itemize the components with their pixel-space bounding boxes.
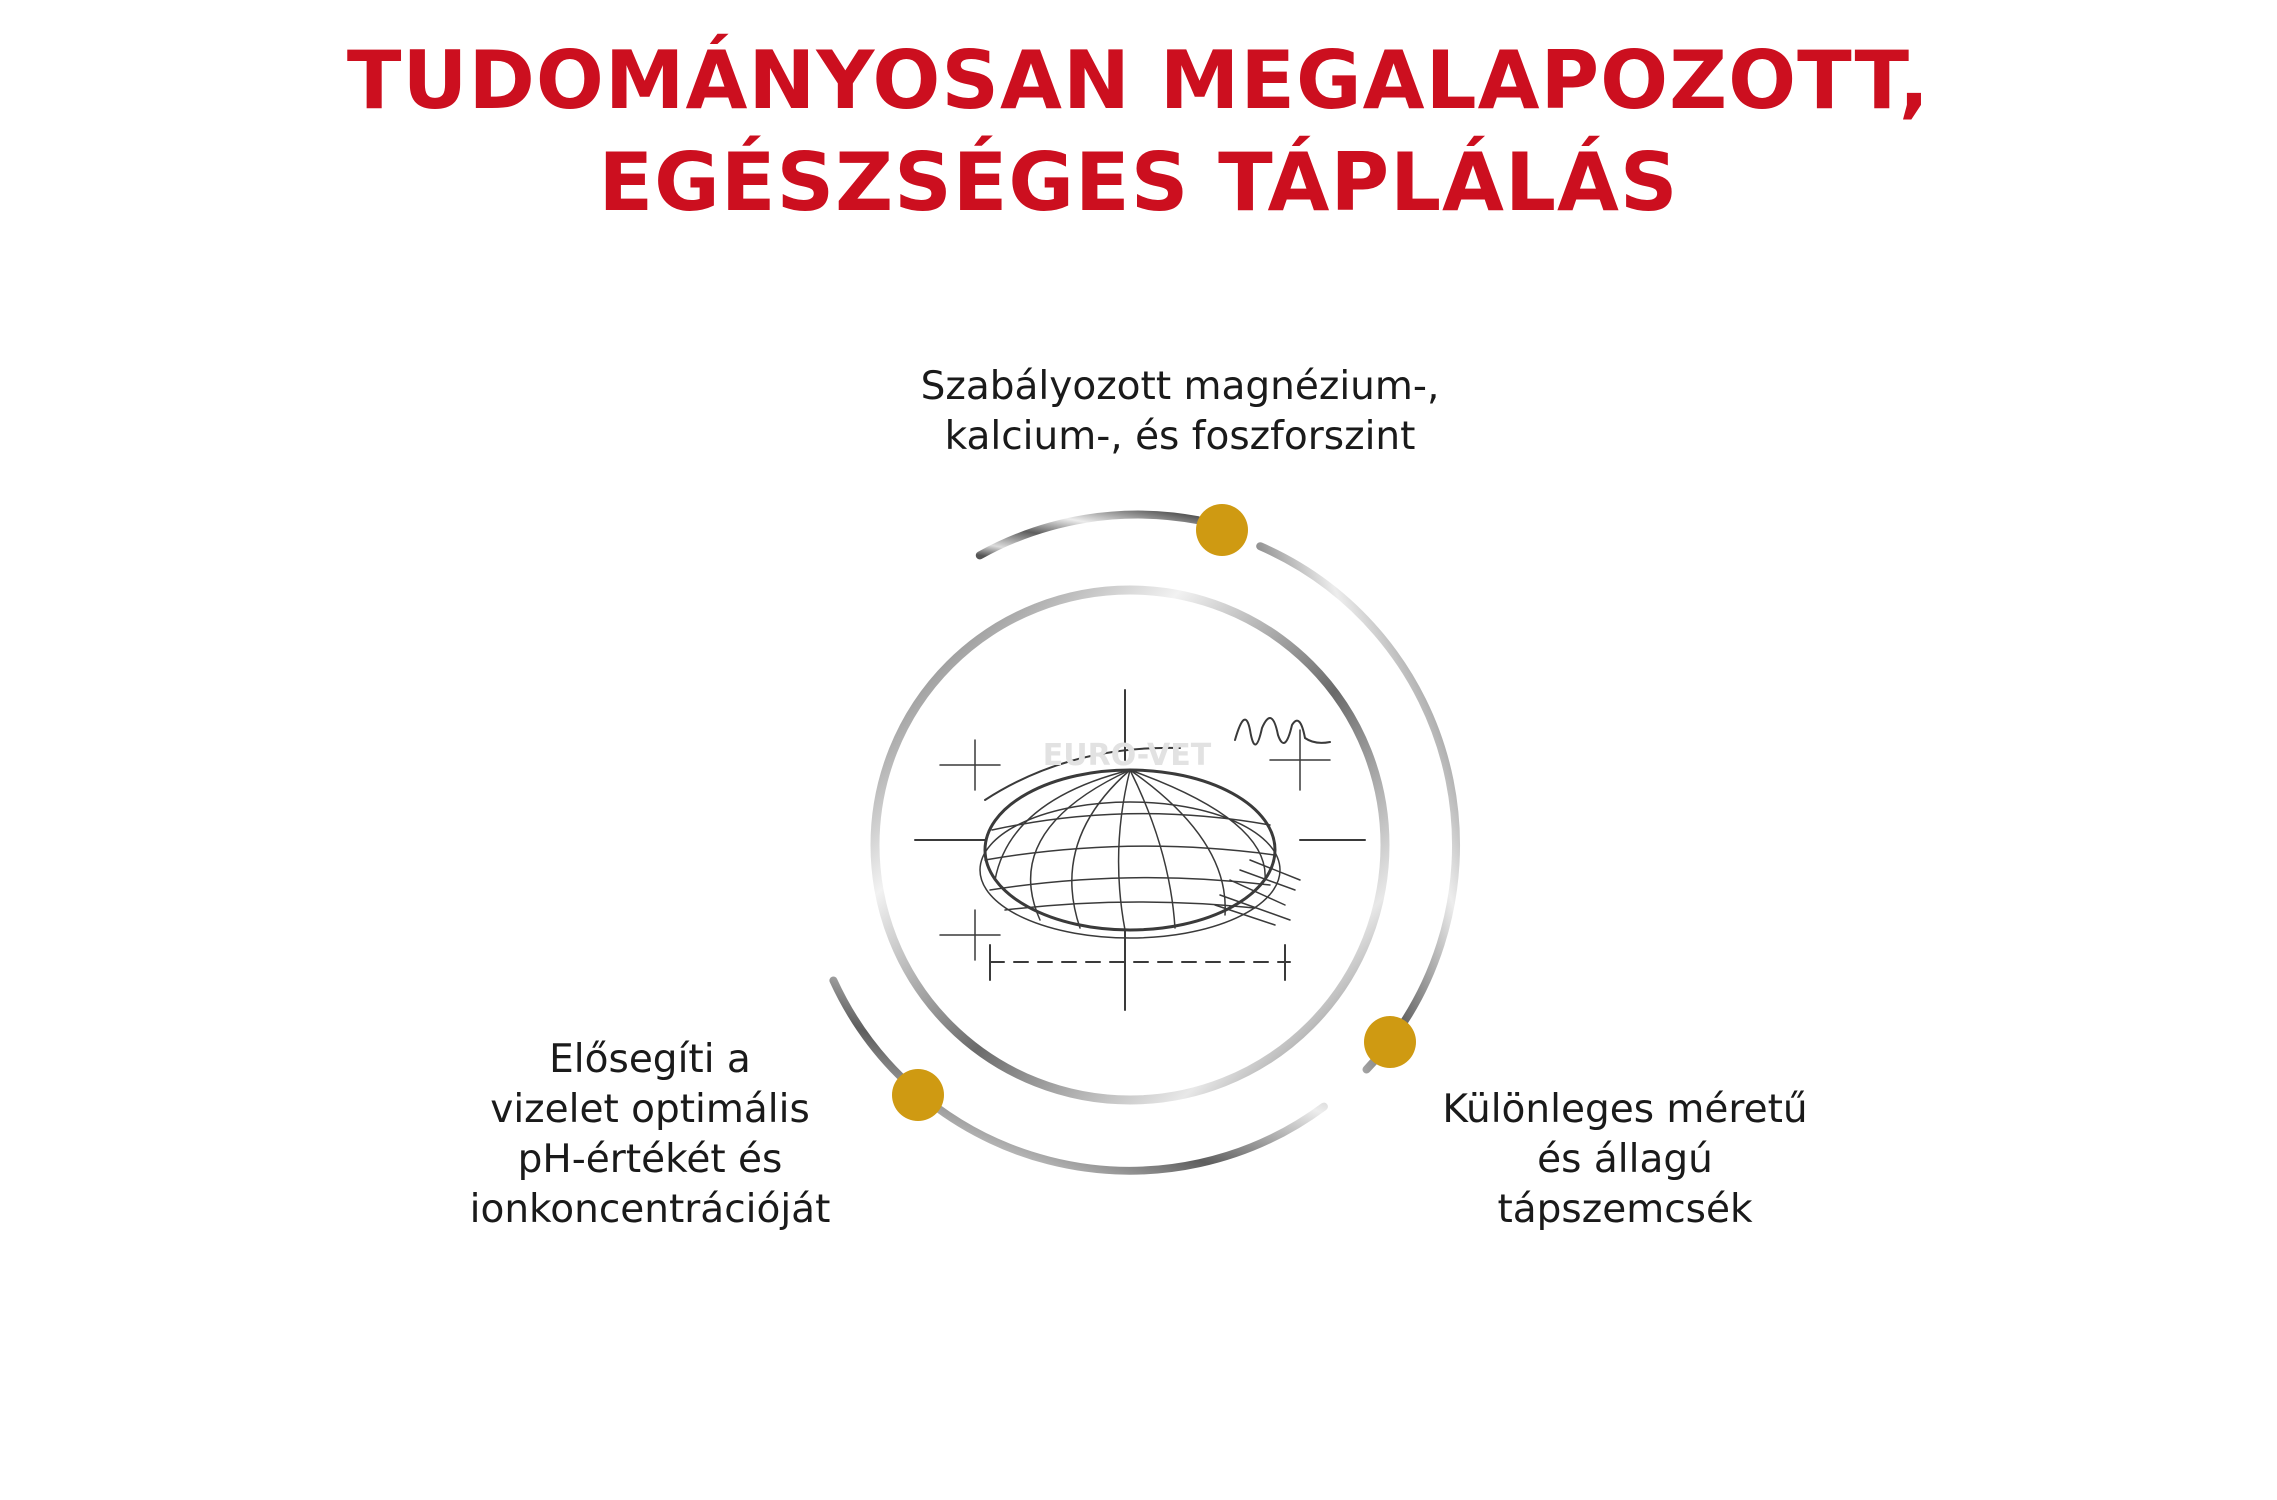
feature-urine-ph-line-3: pH-értékét és [517,1137,783,1182]
feature-urine-ph-line-1: Elősegíti a [549,1037,751,1082]
feature-dot-icon [1364,1016,1416,1068]
feature-kibble-size [1400,1085,1850,1235]
feature-dot-icon [1196,504,1248,556]
feature-urine-ph-line-2: vizelet optimális [490,1087,810,1132]
title-line-1: TUDOMÁNYOSAN MEGALAPOZOTT, [346,34,1931,127]
feature-minerals-line-1: Szabályozott magnézium-, [920,364,1440,409]
title-line-2: EGÉSZSÉGES TÁPLÁLÁS [598,136,1679,229]
feature-urine-ph [410,1035,890,1235]
feature-dot-icon [892,1069,944,1121]
feature-urine-ph-line-4: ionkoncentrációját [469,1187,831,1232]
watermark: EURO-VET [1042,738,1212,773]
feature-minerals-line-2: kalcium-, és foszforszint [944,414,1416,459]
feature-minerals [890,362,1470,462]
feature-kibble-size-line-1: Különleges méretű [1442,1087,1808,1132]
outer-arc-top [980,515,1198,556]
outer-arc-right [1260,546,1456,1069]
inner-ring [875,590,1385,1100]
feature-kibble-size-line-2: és állagú [1537,1137,1713,1182]
feature-kibble-size-line-3: tápszemcsék [1497,1187,1753,1232]
